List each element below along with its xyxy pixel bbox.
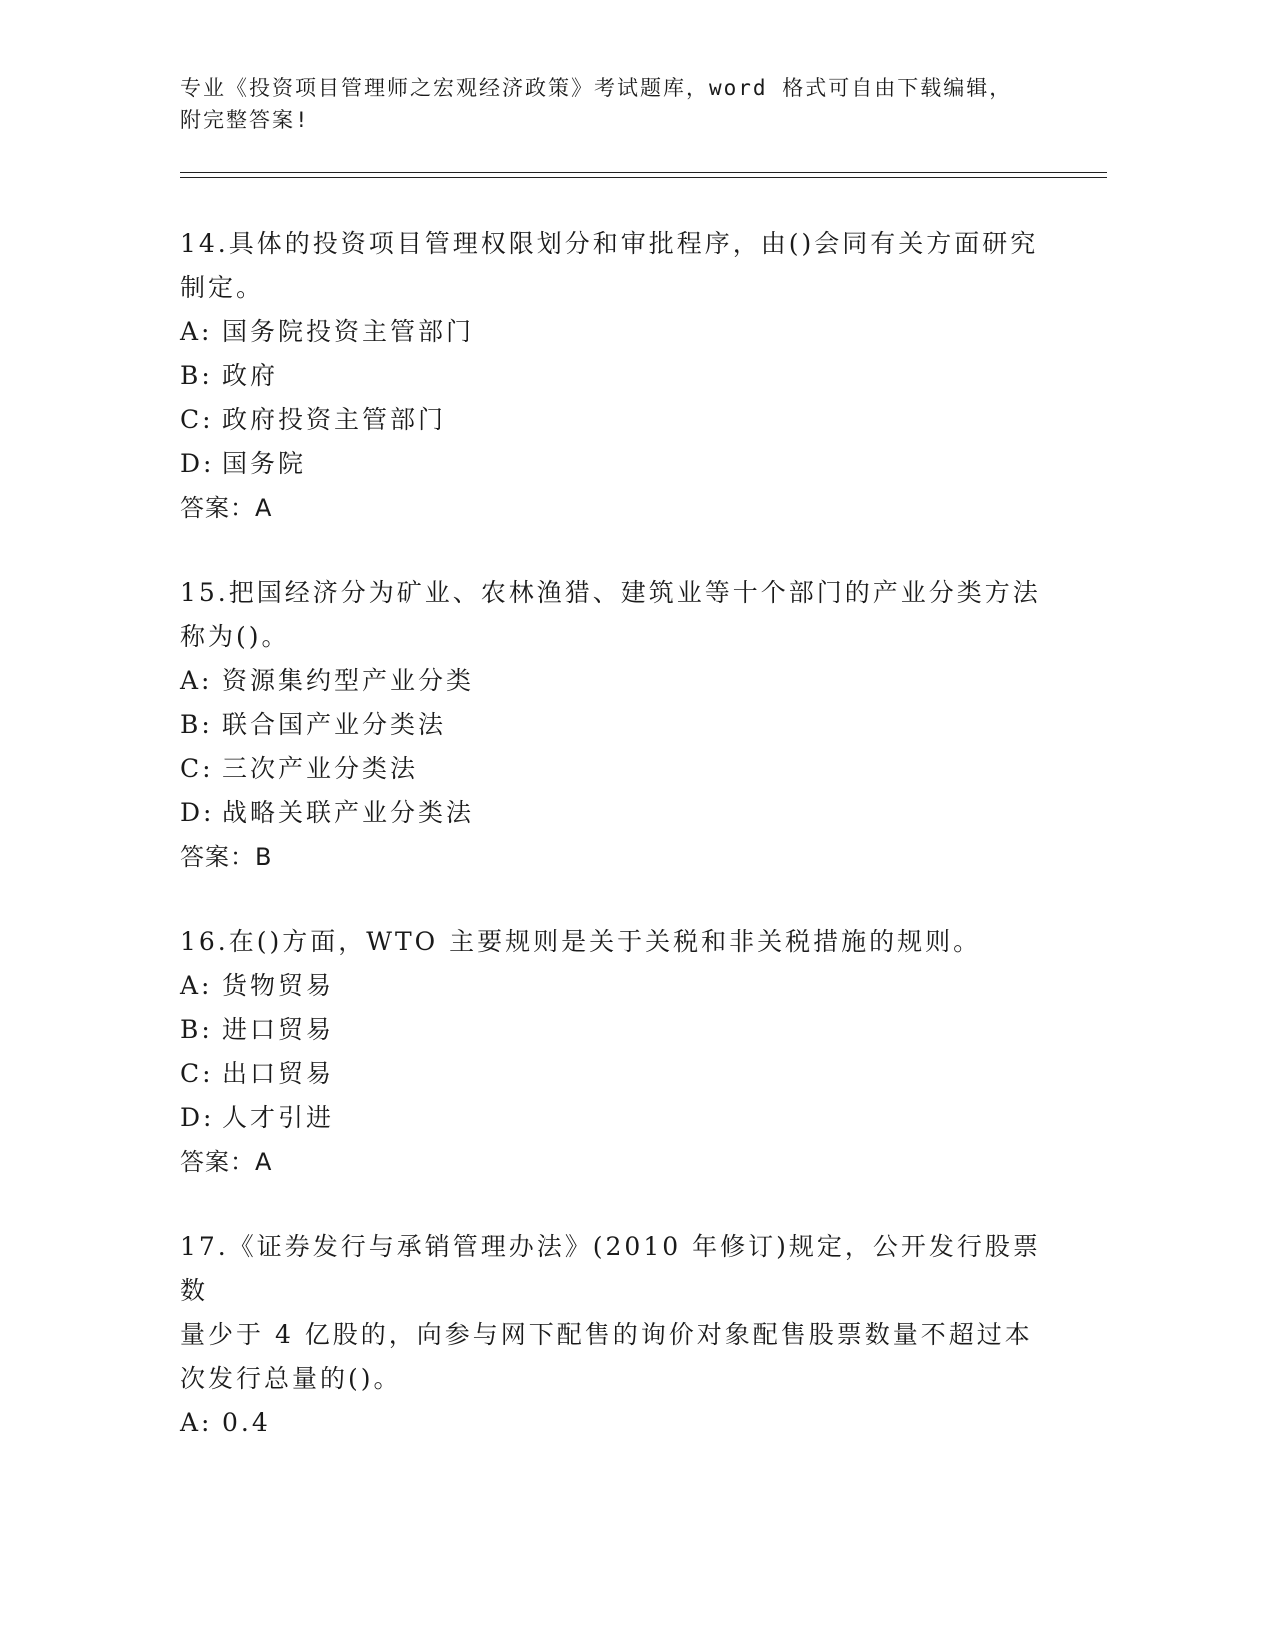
- option-text: 国务院: [222, 449, 307, 478]
- header-divider-bottom: [180, 177, 1107, 178]
- option-letter: D:: [180, 798, 215, 827]
- question-text-line: 量少于 4 亿股的，向参与网下配售的询价对象配售股票数量不超过本: [180, 1320, 1033, 1349]
- option-b: [180, 703, 1050, 747]
- option-text: 0.4: [222, 1408, 271, 1437]
- header-line-2: 附完整答案!: [180, 108, 310, 132]
- option-letter: B:: [180, 1015, 213, 1044]
- option-letter: C:: [180, 1059, 214, 1088]
- question-text: [180, 222, 1050, 310]
- option-c: [180, 747, 1050, 791]
- option-a: [180, 659, 1050, 703]
- option-a: [180, 1401, 1050, 1445]
- answer-line: 答案：A: [180, 494, 273, 522]
- question-text-line: 17.《证券发行与承销管理办法》(2010 年修订)规定，公开发行股票数: [180, 1232, 1041, 1305]
- question-text-line: 15.把国经济分为矿业、农林渔猎、建筑业等十个部门的产业分类方法: [180, 578, 1041, 607]
- option-letter: A:: [180, 666, 213, 695]
- option-letter: A:: [180, 971, 213, 1000]
- document-header: [180, 72, 1060, 136]
- question-16: [180, 920, 1050, 1184]
- question-14: [180, 222, 1050, 530]
- option-a: [180, 964, 1050, 1008]
- header-line-1: 专业《投资项目管理师之宏观经济政策》考试题库，word 格式可自由下载编辑，: [180, 76, 1013, 100]
- option-a: [180, 310, 1050, 354]
- question-text: [180, 1225, 1050, 1401]
- answer-line: 答案：B: [180, 843, 273, 871]
- option-b: [180, 354, 1050, 398]
- option-b: [180, 1008, 1050, 1052]
- option-text: 进口贸易: [222, 1015, 335, 1044]
- question-list: [180, 222, 1050, 1486]
- option-text: 联合国产业分类法: [222, 710, 447, 739]
- option-d: [180, 442, 1050, 486]
- option-letter: A:: [180, 1408, 213, 1437]
- option-c: [180, 398, 1050, 442]
- question-text-line: 称为()。: [180, 622, 290, 651]
- question-text: [180, 920, 1050, 964]
- option-letter: B:: [180, 710, 213, 739]
- option-text: 三次产业分类法: [222, 754, 419, 783]
- option-c: [180, 1052, 1050, 1096]
- question-text-line: 14.具体的投资项目管理权限划分和审批程序，由()会同有关方面研究: [180, 229, 1039, 258]
- header-divider-top: [180, 172, 1107, 173]
- option-text: 战略关联产业分类法: [222, 798, 475, 827]
- option-letter: C:: [180, 405, 214, 434]
- option-d: [180, 791, 1050, 835]
- option-text: 政府: [222, 361, 279, 390]
- question-text-line: 次发行总量的()。: [180, 1364, 402, 1393]
- option-text: 出口贸易: [222, 1059, 335, 1088]
- option-text: 资源集约型产业分类: [222, 666, 475, 695]
- question-text-line: 16.在()方面，WTO 主要规则是关于关税和非关税措施的规则。: [180, 927, 982, 956]
- option-letter: D:: [180, 449, 215, 478]
- answer-line: 答案：A: [180, 1148, 273, 1176]
- option-letter: A:: [180, 317, 213, 346]
- option-text: 货物贸易: [222, 971, 335, 1000]
- option-text: 政府投资主管部门: [222, 405, 447, 434]
- option-letter: C:: [180, 754, 214, 783]
- option-letter: D:: [180, 1103, 215, 1132]
- option-letter: B:: [180, 361, 213, 390]
- option-text: 人才引进: [222, 1103, 335, 1132]
- question-15: [180, 571, 1050, 879]
- question-text-line: 制定。: [180, 273, 265, 302]
- question-text: [180, 571, 1050, 659]
- option-d: [180, 1096, 1050, 1140]
- question-17: [180, 1225, 1050, 1445]
- option-text: 国务院投资主管部门: [222, 317, 475, 346]
